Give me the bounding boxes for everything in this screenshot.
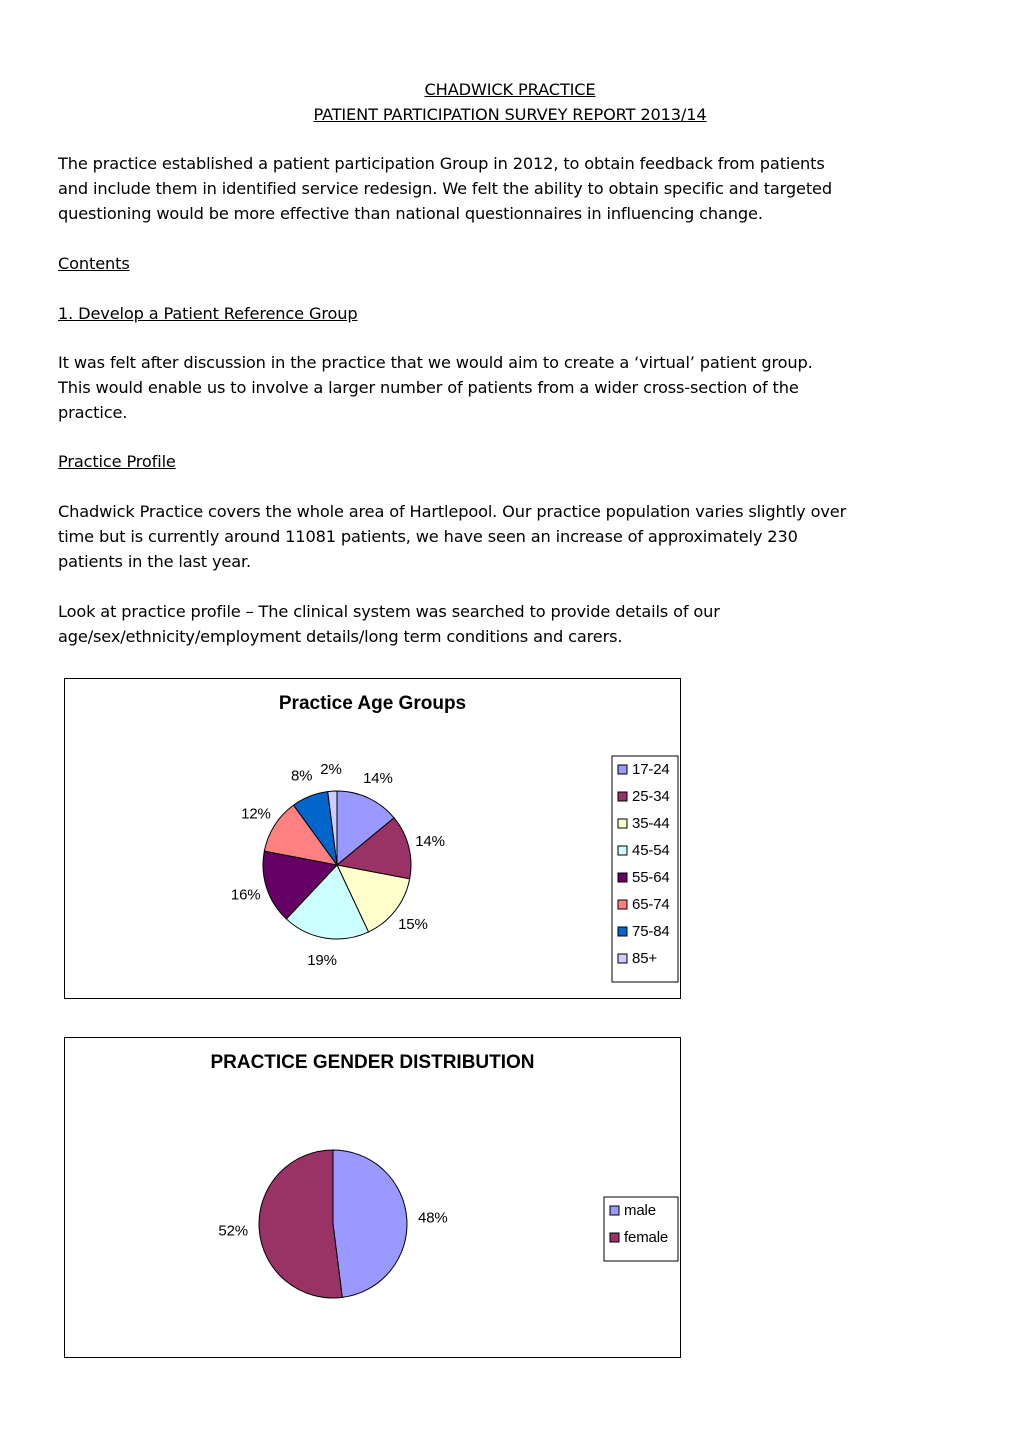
chart-title: Practice Age Groups	[278, 693, 467, 714]
legend-label: male	[624, 1202, 656, 1219]
pie-data-label: 16%	[230, 886, 261, 904]
pie-data-label: 14%	[363, 770, 393, 788]
pie-data-label: 2%	[320, 761, 342, 779]
legend-swatch	[610, 1233, 619, 1242]
legend-swatch	[618, 765, 627, 774]
legend-label: 35-44	[632, 815, 670, 832]
profile-heading: Practice Profile	[58, 452, 176, 471]
legend-swatch	[618, 792, 627, 801]
pie-data-label: 8%	[290, 767, 313, 785]
legend-label: female	[624, 1229, 669, 1246]
pie-data-label: 15%	[398, 915, 428, 933]
section1-line: It was felt after discussion in the practice that we would aim to create a ‘virtual’ patient group.	[58, 353, 813, 372]
profile-line: patients in the last year.	[58, 552, 252, 571]
section1-line: This would enable us to involve a larger number of patients from a wider cross-section of the	[58, 378, 799, 397]
pie-data-label: 14%	[415, 833, 445, 851]
legend-swatch	[618, 954, 627, 963]
doc-subtitle: PATIENT PARTICIPATION SURVEY REPORT 2013/14	[313, 105, 707, 124]
age-groups-chart	[64, 678, 681, 999]
intro-line: The practice established a patient participation Group in 2012, to obtain feedback from patients	[58, 154, 825, 173]
pie-slice-female	[259, 1150, 342, 1298]
profile-look-line: Look at practice profile – The clinical system was searched to provide details of our	[58, 602, 720, 621]
pie-data-label: 48%	[418, 1209, 448, 1227]
gender-pie-svg	[65, 1038, 682, 1359]
legend-swatch	[618, 900, 627, 909]
profile-line: Chadwick Practice covers the whole area of Hartlepool. Our practice population varies slightly over	[58, 502, 847, 521]
legend-label: 25-34	[632, 788, 670, 805]
intro-line: and include them in identified service redesign. We felt the ability to obtain specific and targeted	[58, 179, 832, 198]
section1-heading: 1. Develop a Patient Reference Group	[58, 304, 358, 323]
legend-label: 17-24	[632, 761, 670, 778]
age-pie-svg	[65, 679, 682, 1000]
pie-data-label: 19%	[307, 951, 337, 969]
legend-label: 45-54	[632, 842, 670, 859]
pie-data-label: 52%	[218, 1222, 248, 1240]
legend-label: 65-74	[632, 896, 670, 913]
profile-look-line: age/sex/ethnicity/employment details/long term conditions and carers.	[58, 627, 623, 646]
legend-label: 55-64	[632, 869, 670, 886]
profile-line: time but is currently around 11081 patients, we have seen an increase of approximately 230	[58, 527, 798, 546]
section1-line: practice.	[58, 403, 128, 422]
pie-data-label: 12%	[241, 805, 271, 823]
pie-slice-male	[333, 1150, 407, 1297]
chart-title: PRACTICE GENDER DISTRIBUTION	[210, 1052, 535, 1073]
legend-swatch	[618, 846, 627, 855]
legend-label: 75-84	[632, 923, 670, 940]
legend-swatch	[610, 1206, 619, 1215]
legend-swatch	[618, 819, 627, 828]
intro-line: questioning would be more effective than national questionnaires in influencing change.	[58, 204, 763, 223]
doc-title: CHADWICK PRACTICE	[424, 80, 596, 99]
legend-swatch	[618, 873, 627, 882]
legend-label: 85+	[632, 950, 657, 967]
contents-heading: Contents	[58, 254, 130, 273]
legend-swatch	[618, 927, 627, 936]
gender-chart	[64, 1037, 681, 1358]
